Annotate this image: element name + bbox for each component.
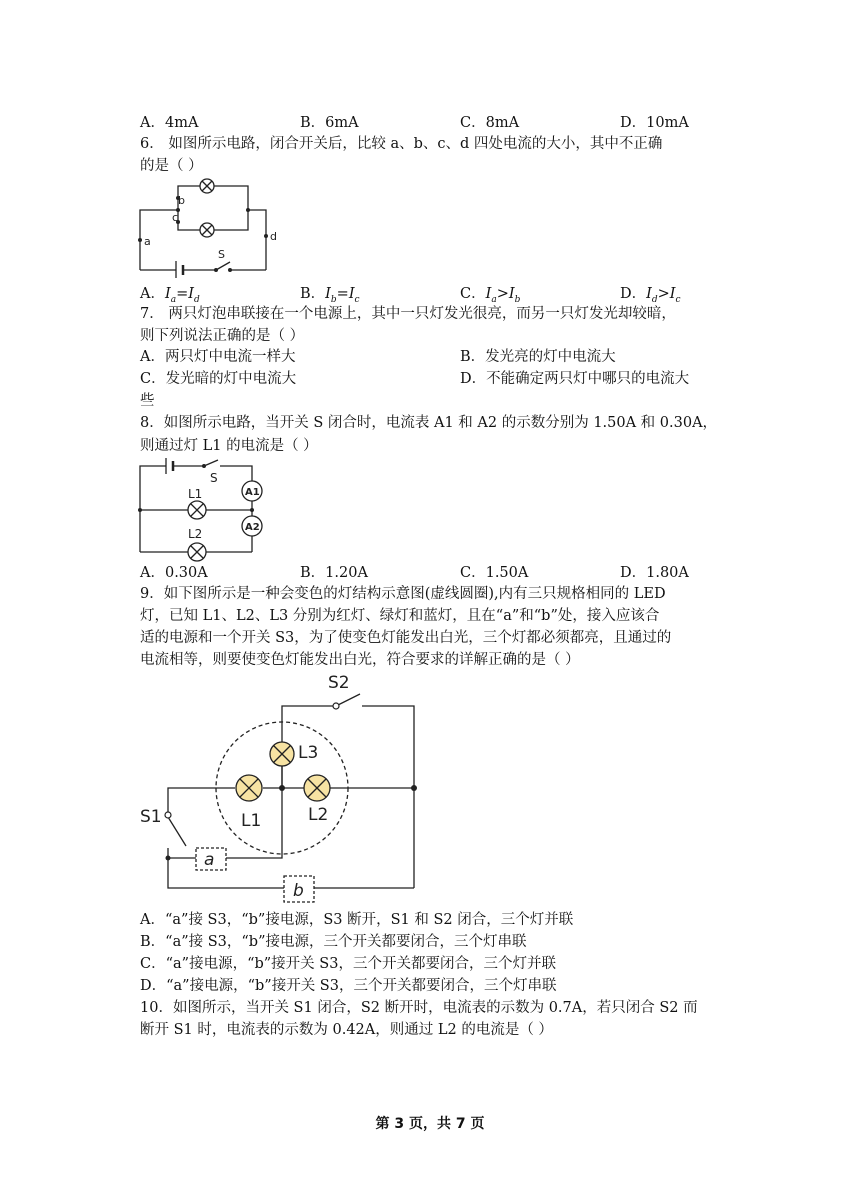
q9-label-s1: S1 <box>140 807 162 827</box>
q9-stem-line4: 电流相等，则要使变色灯能发出白光，符合要求的详解正确的是（ ） <box>140 652 580 668</box>
q8-option-a: A．0.30A <box>140 565 208 581</box>
q6-label-b: b <box>178 194 185 207</box>
q9-option-b: B．“a”接 S3，“b”接电源，三个开关都要闭合，三个灯串联 <box>140 934 527 950</box>
q6-option-d: D．$I_d>I_c$ <box>620 286 681 305</box>
q8-stem-line1: 8．如图所示电路，当开关 S 闭合时，电流表 A1 和 A2 的示数分别为 1.50A 和 0.30A， <box>140 415 718 431</box>
q8-option-c: C．1.50A <box>460 565 529 581</box>
q6-label-s: S <box>218 248 225 261</box>
q8-label-l2: L2 <box>188 527 203 541</box>
q5-option-c: C．8mA <box>460 115 520 131</box>
q8-circuit-diagram <box>140 458 270 560</box>
q9-option-d: D．“a”接电源，“b”接开关 S3，三个开关都要闭合，三个灯串联 <box>140 978 557 994</box>
q5-option-b: B．6mA <box>300 115 359 131</box>
q9-label-l2: L2 <box>308 805 329 825</box>
q9-label-b: b <box>293 881 304 901</box>
q8-label-l1: L1 <box>188 487 203 501</box>
q9-circuit-diagram <box>138 668 428 908</box>
q5-option-a: A．4mA <box>140 115 199 131</box>
q6-stem-line1: 6． 如图所示电路，闭合开关后，比较 a、b、c、d 四处电流的大小，其中不正确 <box>140 136 663 152</box>
q9-option-a: A．“a”接 S3，“b”接电源，S3 断开，S1 和 S2 闭合，三个灯并联 <box>140 912 574 928</box>
q9-label-s2: S2 <box>328 673 350 693</box>
q8-label-a2: A2 <box>245 522 260 533</box>
q9-label-a: a <box>204 850 215 870</box>
q7-option-a: A．两只灯中电流一样大 <box>140 349 296 365</box>
q8-label-a1: A1 <box>245 487 260 498</box>
page-footer: 第 3 页，共 7 页 <box>375 1116 485 1132</box>
q9-option-c: C．“a”接电源，“b”接开关 S3，三个开关都要闭合，三个灯并联 <box>140 956 556 972</box>
q8-label-s: S <box>210 471 218 485</box>
q10-stem-line2: 断开 S1 时，电流表的示数为 0.42A，则通过 L2 的电流是（ ） <box>140 1022 553 1038</box>
q6-option-a: A．$I_a=I_d$ <box>140 286 200 305</box>
q6-label-d: d <box>270 230 277 243</box>
q8-stem-line2: 则通过灯 L1 的电流是（ ） <box>140 438 318 454</box>
q6-label-a: a <box>144 235 151 248</box>
q8-option-d: D．1.80A <box>620 565 689 581</box>
q8-option-b: B．1.20A <box>300 565 368 581</box>
q9-label-l1: L1 <box>241 811 262 831</box>
q6-option-b: B．$I_b=I_c$ <box>300 286 360 305</box>
q7-stem-line1: 7． 两只灯泡串联接在一个电源上，其中一只灯发光很亮，而另一只灯发光却较暗， <box>140 306 676 322</box>
q9-stem-line2: 灯，已知 L1、L2、L3 分别为红灯、绿灯和蓝灯，且在“a”和“b”处，接入应该合 <box>140 608 660 624</box>
q9-stem-line1: 9．如下图所示是一种会变色的灯结构示意图(虚线圆圈),内有三只规格相同的 LED <box>140 586 666 602</box>
q9-stem-line3: 适的电源和一个开关 S3，为了使变色灯能发出白光，三个灯都必须都亮，且通过的 <box>140 630 672 646</box>
q6-circuit-diagram <box>138 178 277 278</box>
q7-option-d: D．不能确定两只灯中哪只的电流大 <box>460 371 690 387</box>
q7-option-d-cont: 些 <box>140 393 155 409</box>
q6-label-c: c <box>172 211 179 224</box>
q5-option-d: D．10mA <box>620 115 689 131</box>
q6-stem-line2: 的是（ ） <box>140 158 203 174</box>
q10-stem-line1: 10．如图所示，当开关 S1 闭合，S2 断开时，电流表的示数为 0.7A，若只闭合 S2 而 <box>140 1000 698 1016</box>
q9-label-l3: L3 <box>298 743 319 763</box>
q7-option-b: B．发光亮的灯中电流大 <box>460 349 616 365</box>
q7-stem-line2: 则下列说法正确的是（ ） <box>140 328 305 344</box>
q6-option-c: C．$I_a>I_b$ <box>460 286 521 305</box>
q7-option-c: C．发光暗的灯中电流大 <box>140 371 297 387</box>
